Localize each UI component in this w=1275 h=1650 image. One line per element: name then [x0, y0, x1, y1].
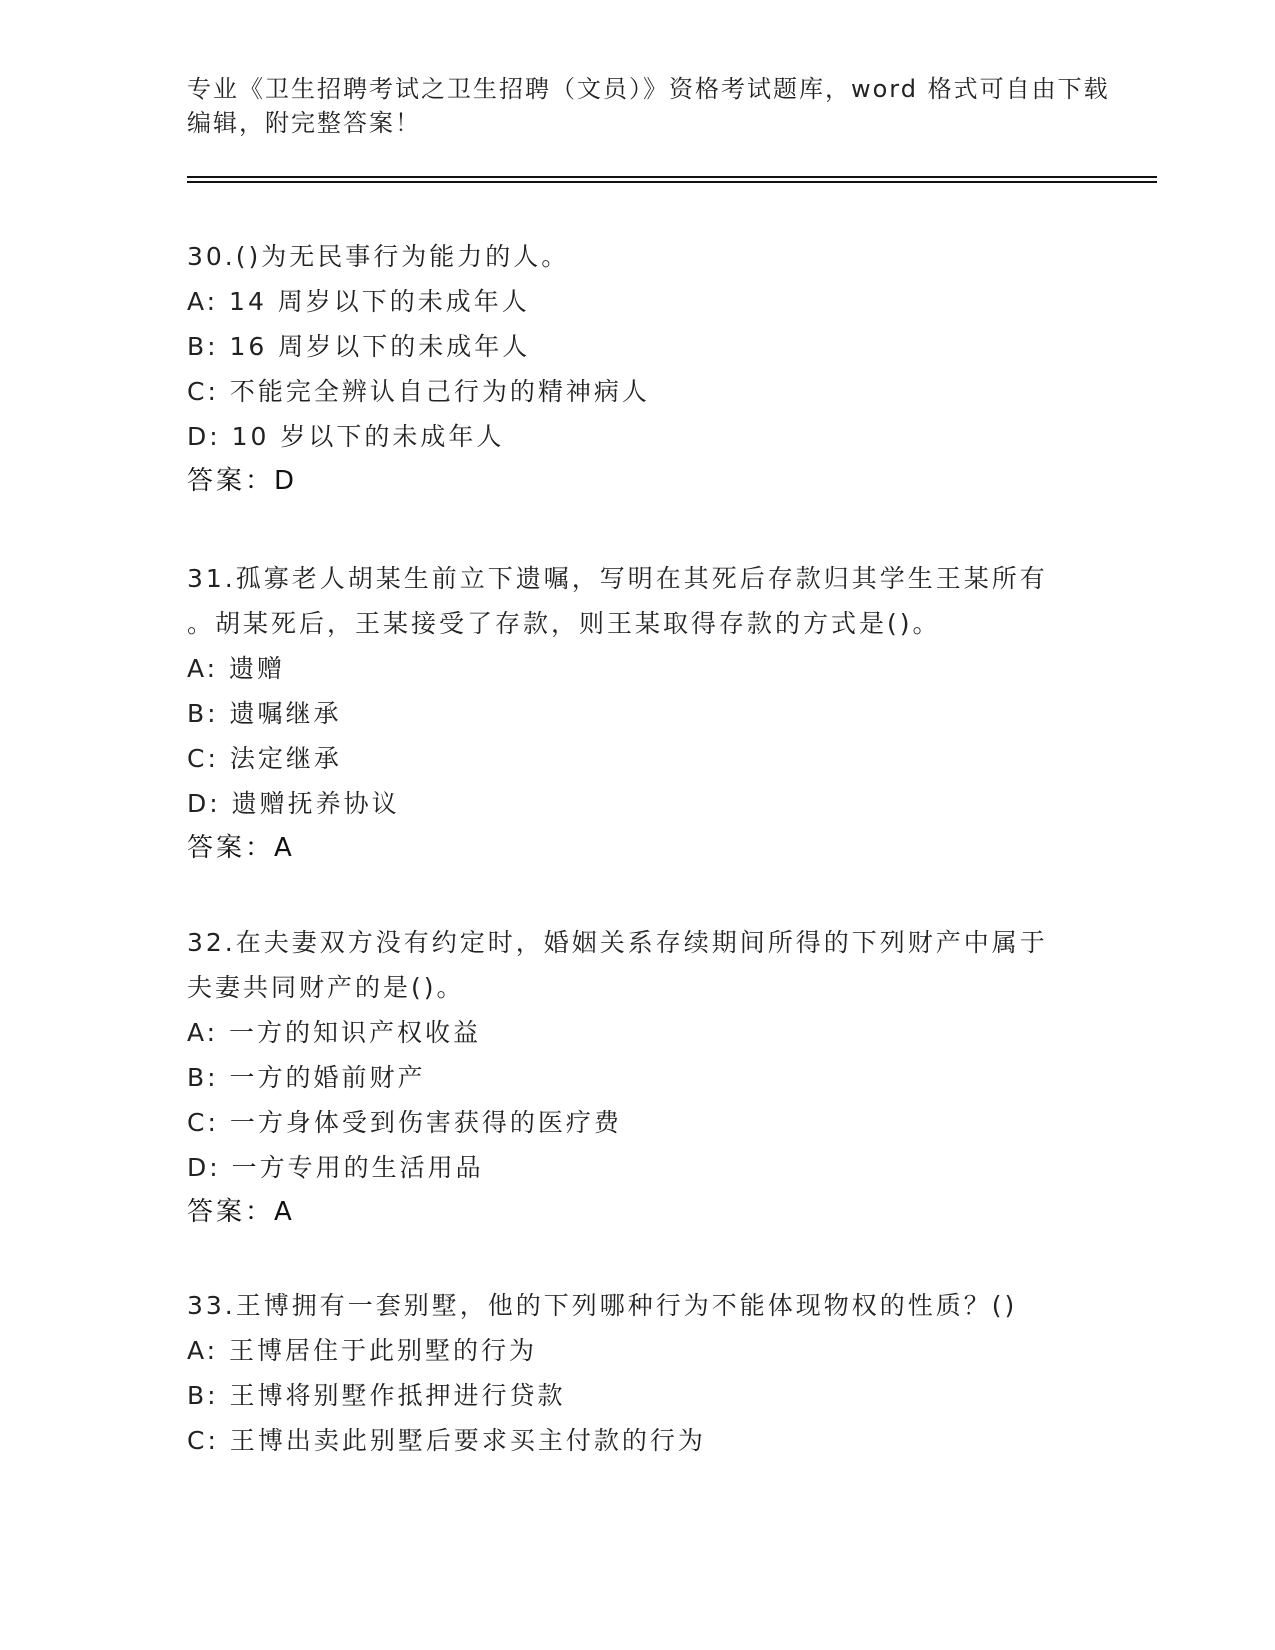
option-b: B: 16 周岁以下的未成年人 [187, 332, 531, 361]
header-divider-bottom [187, 181, 1157, 183]
question-30 [187, 234, 1087, 504]
question-32 [187, 920, 1087, 1235]
option-c: C: 法定继承 [187, 744, 342, 773]
option-c: C: 不能完全辨认自己行为的精神病人 [187, 377, 650, 406]
document-header [187, 72, 1110, 140]
option-a: A: 一方的知识产权收益 [187, 1018, 482, 1047]
question-stem: 33.王博拥有一套别墅，他的下列哪种行为不能体现物权的性质？() [187, 1291, 1018, 1320]
option-a: A: 14 周岁以下的未成年人 [187, 287, 530, 316]
question-stem: 30.()为无民事行为能力的人。 [187, 242, 570, 271]
option-a: A: 王博居住于此别墅的行为 [187, 1336, 538, 1365]
header-line-1: 专业《卫生招聘考试之卫生招聘（文员）》资格考试题库，word 格式可自由下载 [187, 75, 1110, 103]
option-b: B: 一方的婚前财产 [187, 1063, 426, 1092]
question-33 [187, 1283, 1087, 1463]
option-b: B: 遗嘱继承 [187, 699, 342, 728]
question-stem: 32.在夫妻双方没有约定时，婚姻关系存续期间所得的下列财产中属于 [187, 928, 1048, 957]
answer: 答案：A [187, 833, 295, 863]
question-stem-continued: 夫妻共同财产的是()。 [187, 973, 465, 1002]
option-a: A: 遗赠 [187, 654, 286, 683]
option-d: D: 10 岁以下的未成年人 [187, 422, 505, 451]
option-d: D: 遗赠抚养协议 [187, 789, 400, 818]
option-b: B: 王博将别墅作抵押进行贷款 [187, 1381, 566, 1410]
answer: 答案：D [187, 466, 298, 496]
answer: 答案：A [187, 1197, 295, 1227]
question-stem-continued: 。胡某死后，王某接受了存款，则王某取得存款的方式是()。 [187, 609, 941, 638]
header-line-2: 编辑，附完整答案！ [187, 109, 421, 137]
header-divider-top [187, 176, 1157, 178]
option-c: C: 王博出卖此别墅后要求买主付款的行为 [187, 1426, 706, 1455]
option-c: C: 一方身体受到伤害获得的医疗费 [187, 1108, 622, 1137]
question-31 [187, 556, 1087, 871]
question-stem: 31.孤寡老人胡某生前立下遗嘱，写明在其死后存款归其学生王某所有 [187, 564, 1048, 593]
option-d: D: 一方专用的生活用品 [187, 1153, 484, 1182]
